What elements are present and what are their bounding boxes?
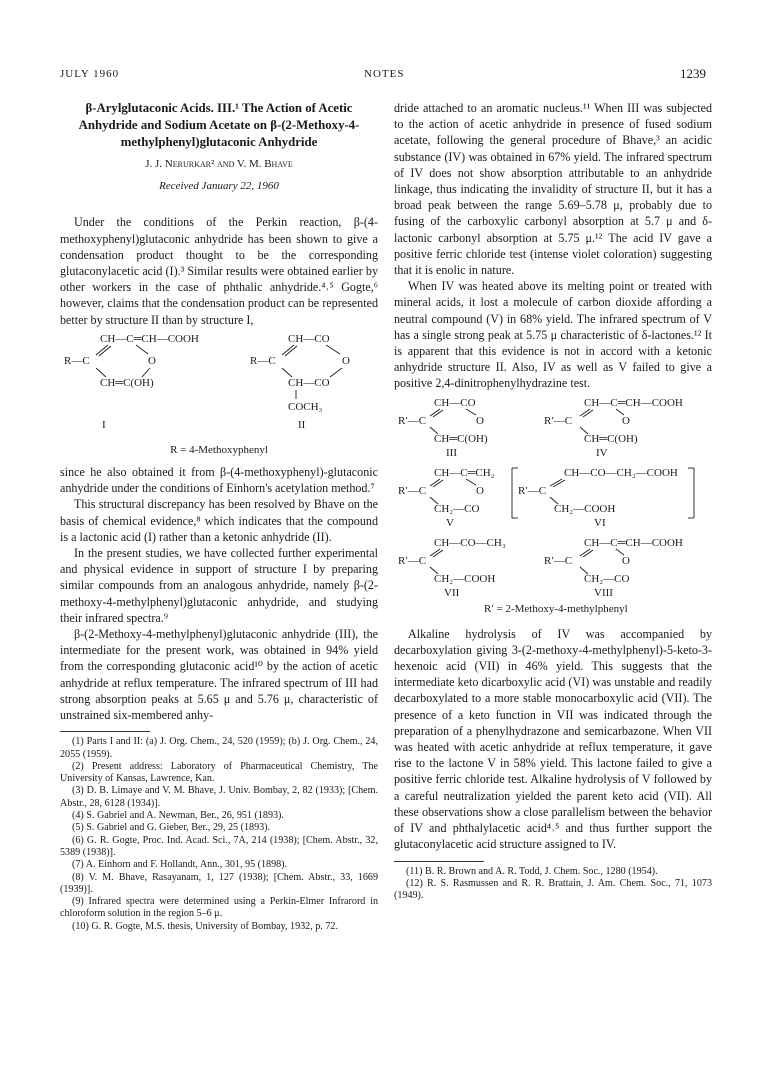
running-header-date: JULY 1960	[60, 68, 120, 80]
struct-v-o: O	[476, 484, 484, 497]
struct-iv-r: R′—C	[544, 414, 573, 427]
right-column	[394, 100, 712, 902]
struct-i-r: R—C	[64, 354, 90, 367]
struct-iii-bottom: CH═C(OH)	[434, 432, 488, 445]
paragraph: When IV was heated above its melting point or treated with mineral acids, it lost a molecule of carbon dioxide affording a neutral compound (V) in 68% yield. The infrared spectrum of V has a single strong peak at 5.75 μ characteristic of δ-lactones.¹² It is apparent that this evidence is not in accord with a ketonic anhydride structure II. Also, IV as well as V failed to give a positive 2,4-dinitrophenylhydrazine test.	[394, 279, 712, 391]
struct-iv-bottom: CH═C(OH)	[584, 432, 638, 445]
footnote: (6) G. R. Gogte, Proc. Ind. Acad. Sci., 7A, 214 (1938); [Chem. Abstr., 32, 5389 (1938)].	[60, 834, 378, 858]
struct-iii-r: R′—C	[398, 414, 427, 427]
struct-iv-o: O	[622, 414, 630, 427]
struct-vi-label: VI	[594, 516, 606, 529]
struct-vii-bottom: CH₂—COOH	[434, 572, 496, 585]
footnotes-left	[60, 736, 378, 933]
struct-vii-label: VII	[444, 586, 460, 599]
authors: J. J. Nerurkar² and V. M. Bhave	[145, 158, 293, 170]
footnote: (12) R. S. Rasmussen and R. R. Brattain, J. Am. Chem. Soc., 71, 1073 (1949).	[394, 877, 712, 902]
footnote-rule	[60, 731, 150, 732]
struct-iii-o: O	[476, 414, 484, 427]
footnote: (5) S. Gabriel and G. Gieber, Ber., 29, 25 (1893).	[72, 822, 271, 834]
paragraph: In the present studies, we have collected further experimental and physical evidence in support of structure I by preparing similar compounds from an analogous anhydride, namely β-(2-methoxy-4-methylphenyl)glutaconic anhydride, and studying their infrared spectra.⁹	[60, 546, 378, 625]
struct-v-label: V	[446, 516, 454, 529]
struct-viii-o: O	[622, 554, 630, 567]
article-title: β-Arylglutaconic Acids. III.¹ The Action of Acetic Anhydride and Sodium Acetate on β-(2-Methoxy-4-methylphenyl)glutaconic Anhydride	[78, 101, 360, 149]
paragraph: Alkaline hydrolysis of IV was accompanied by decarboxylation giving 3-(2-methoxy-4-methylphenyl)-5-keto-3-hexenoic acid (VII) in 46% yield. This suggests that the intermediate keto dicarboxylic acid (VI) was unstable and readily decarboxylated to a more stable monocarboxylic acid (VII). The presence of a keto function in VII was indicated through the preparation of a phenylhydrazone and semicarbazone. When VII was heated with acetic anhydride at reflux temperature, it gave rise to the lactone V in 58% yield. This lactone failed to give a positive ferric chloride test. Alkaline hydrolysis of V followed by a careful neutralization yielded the parent keto acid (VII). All these observations show a close parallelism between the behavior of IV and phthalylacetic acid⁴˒⁵ and thus further support the glutaconylacetic acid structure assigned to IV.	[394, 626, 712, 852]
struct-vii-r: R′—C	[398, 554, 427, 567]
struct-vi-bottom: CH₂—COOH	[554, 502, 616, 515]
struct-vi-r: R′—C	[518, 484, 547, 497]
structure-caption-r: R = 4-Methoxyphenyl	[170, 443, 268, 456]
footnote: (2) Present address: Laboratory of Pharmaceutical Chemistry, The University of Kansas, Lawrence, Kan.	[60, 760, 378, 785]
struct-iii-label: III	[446, 446, 457, 459]
footnote: (10) G. R. Gogte, M.S. thesis, University of Bombay, 1932, p. 72.	[72, 920, 338, 932]
footnote: (7) A. Einhorn and F. Hollandt, Ann., 301, 95 (1898).	[72, 859, 288, 871]
struct-iii-top: CH—CO	[434, 396, 476, 409]
footnote: (3) D. B. Limaye and V. M. Bhave, J. Univ. Bombay, 2, 82 (1933); [Chem. Abstr., 28, 6128 (1934)].	[60, 785, 378, 809]
running-header-section: NOTES	[364, 68, 405, 80]
struct-vi-top: CH—CO—CH₂—COOH	[564, 466, 678, 479]
paragraph: since he also obtained it from β-(4-methoxyphenyl)-glutaconic anhydride under the conditions of Einhorn's acetylation method.⁷	[60, 465, 378, 496]
struct-vii-top: CH—CO—CH₃	[434, 536, 506, 549]
footnote: (4) S. Gabriel and A. Newman, Ber., 26, 951 (1893).	[72, 810, 284, 822]
struct-i-o: O	[148, 354, 156, 367]
struct-viii-label: VIII	[594, 586, 613, 599]
footnote: (9) Infrared spectra were determined using a Perkin-Elmer Infrarord in chloroform solution in the region 5–6 μ.	[60, 896, 378, 920]
struct-iv-label: IV	[596, 446, 608, 459]
struct-i-bottom: CH═C(OH)	[100, 376, 154, 389]
struct-ii-r: R—C	[250, 354, 276, 367]
structure-caption-r-prime: R′ = 2-Methoxy-4-methylphenyl	[484, 602, 628, 615]
struct-i-top: CH—C═CH—COOH	[100, 332, 199, 345]
left-column	[60, 100, 378, 933]
footnote: (11) B. R. Brown and A. R. Todd, J. Chem. Soc., 1280 (1954).	[406, 865, 658, 877]
footnotes-right	[394, 866, 712, 903]
struct-ii-label: II	[298, 418, 306, 431]
footnote-rule	[394, 861, 484, 862]
structures-i-ii	[60, 330, 378, 440]
struct-ii-o: O	[342, 354, 350, 367]
page-number: 1239	[680, 66, 706, 81]
footnote: (8) V. M. Bhave, Rasayanam, 1, 127 (1938); [Chem. Abstr., 33, 1669 (1939)].	[60, 871, 378, 895]
struct-ii-sub: COCH₃	[288, 400, 323, 413]
struct-iv-top: CH—C═CH—COOH	[584, 396, 683, 409]
struct-ii-bottom: CH—CO	[288, 376, 330, 389]
struct-viii-top: CH—C═CH—COOH	[584, 536, 683, 549]
received-date: Received January 22, 1960	[159, 180, 279, 193]
struct-viii-bottom: CH₂—CO	[584, 572, 630, 585]
struct-v-top: CH—C═CH₂	[434, 466, 495, 479]
structures-iii-viii	[394, 394, 712, 620]
struct-v-r: R′—C	[398, 484, 427, 497]
paragraph: dride attached to an aromatic nucleus.¹¹ When III was subjected to the action of acetic anhydride in presence of fused sodium acetate, following the general procedure of Bhave,³ an acidic substance (IV) was obtained in 67% yield. The infrared spectrum of IV does not show absorption attributable to an anhydride linkage, thus indicating the invalidity of structure II, but it has a broad peak between the range 5.69–5.78 μ, probably due to fusing of the carboxylic carbonyl absorption at 5.7 μ and δ-lactonic carbonyl absorption at 5.75 μ.¹² The acid IV gave a positive ferric chloride test (intense violet coloration) suggesting that it is enolic in nature.	[394, 101, 712, 278]
struct-viii-r: R′—C	[544, 554, 573, 567]
paragraph: β-(2-Methoxy-4-methylphenyl)glutaconic anhydride (III), the intermediate for the present work, was obtained in 94% yield from the corresponding glutaconic acid¹⁰ by the action of acetic anhydride at reflux temperature. The infrared spectrum of III had strong absorption peaks at 5.65 μ and 5.76 μ, characteristic of unstrained six-membered anhy-	[60, 627, 378, 723]
struct-i-label: I	[102, 418, 106, 431]
footnote: (1) Parts I and II: (a) J. Org. Chem., 24, 520 (1959); (b) J. Org. Chem., 24, 2055 (1959).	[60, 736, 378, 760]
struct-v-bottom: CH₂—CO	[434, 502, 480, 515]
paragraph: Under the conditions of the Perkin reaction, β-(4-methoxyphenyl)glutaconic anhydride has been shown to give a condensation product thought to be the corresponding glutaconylacetic acid (I).³ Similar results were obtained earlier by other workers in the case of phthalic anhydride.⁴˒⁵ Gogte,⁶ however, claims that the condensation product can be represented better by structure II than by structure I,	[60, 215, 378, 327]
struct-ii-top: CH—CO	[288, 332, 330, 345]
paragraph: This structural discrepancy has been resolved by Bhave on the basis of chemical evidence,⁸ which indicates that the compound is a lactonic acid (I) rather than a ketonic anhydride (II).	[60, 497, 378, 544]
